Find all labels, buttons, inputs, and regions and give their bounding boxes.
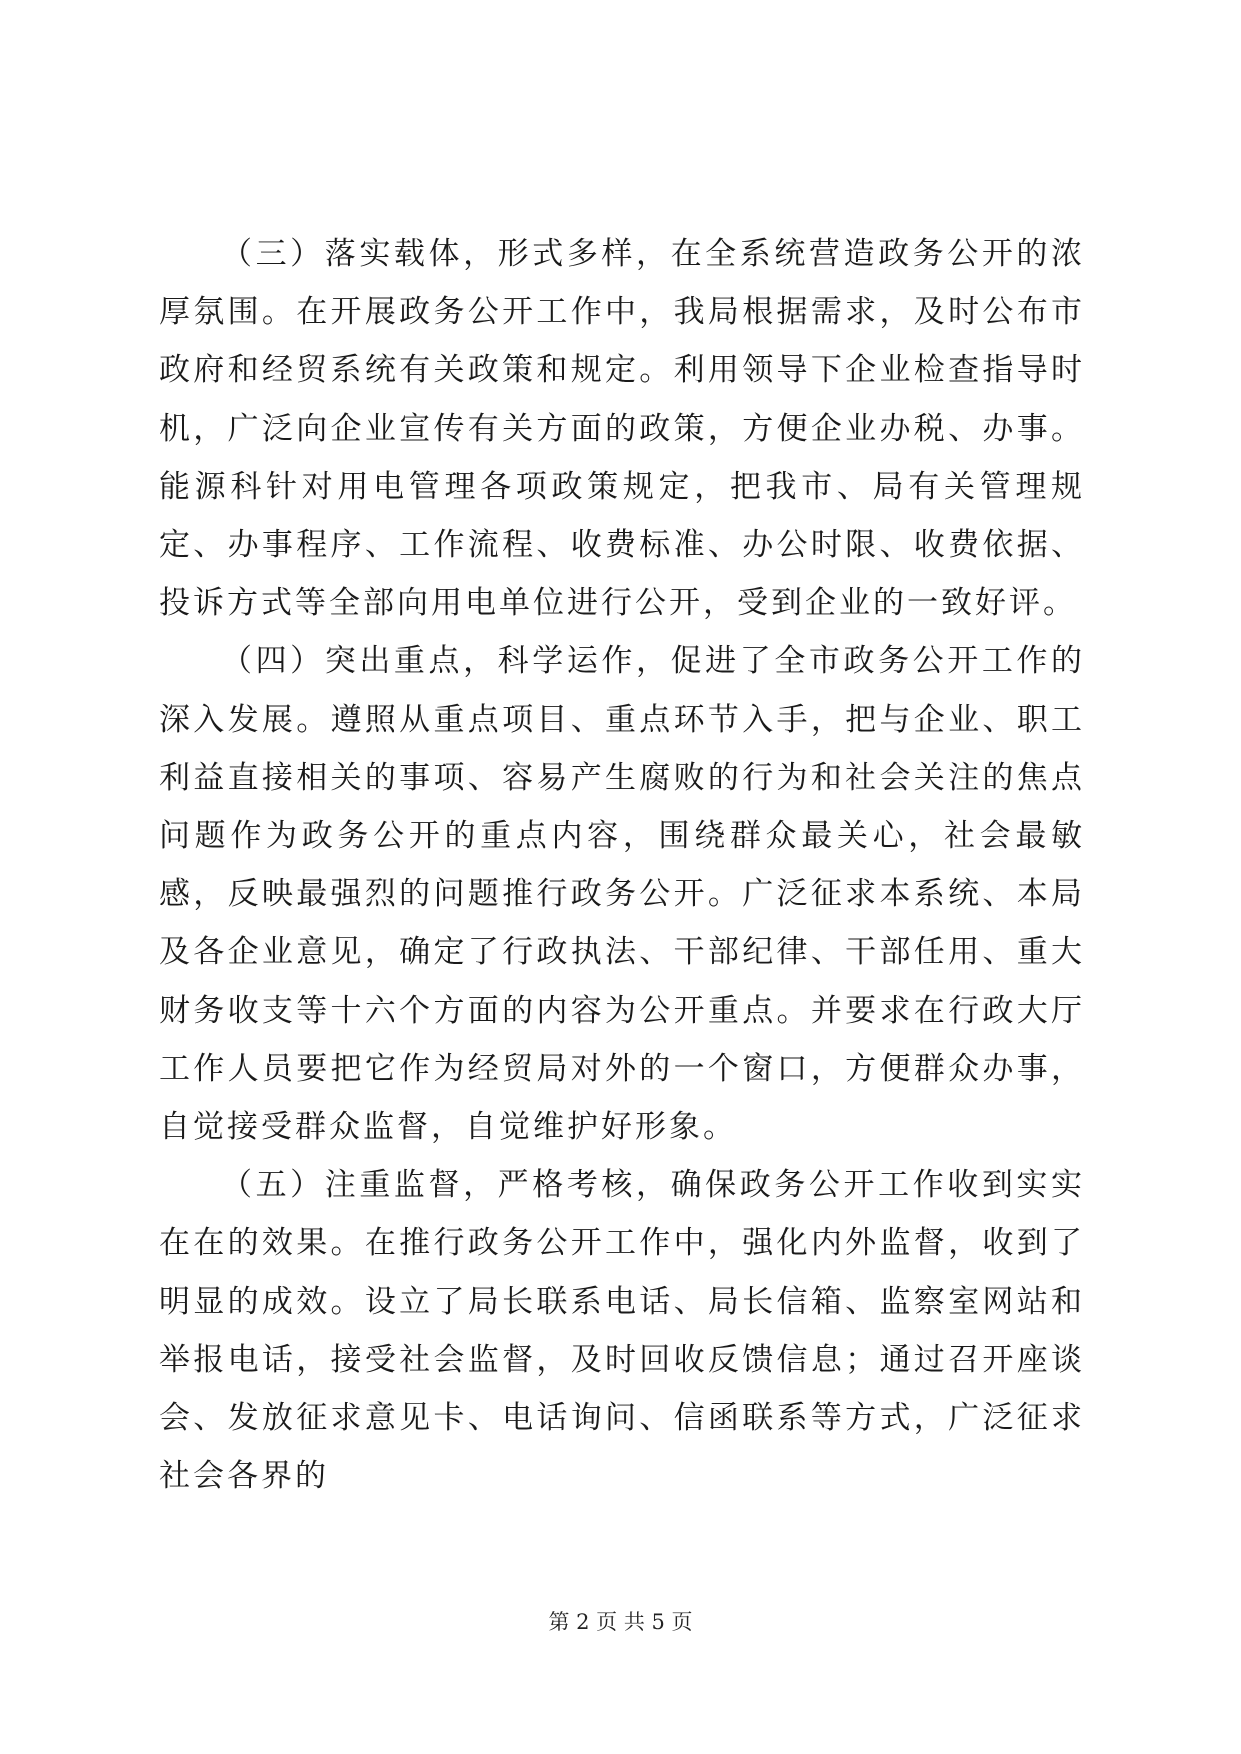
paragraph-section-3: （三）落实载体，形式多样，在全系统营造政务公开的浓厚氛围。在开展政务公开工作中，我局根据需求，及时公布市政府和经贸系统有关政策和规定。利用领导下企业检查指导时机，广泛向企业宣传有关方面的政策，方便企业办税、办事。能源科针对用电管理各项政策规定，把我市、局有关管理规定、办事程序、工作流程、收费标准、办公时限、收费依据、投诉方式等全部向用电单位进行公开，受到企业的一致好评。 [159, 236, 1085, 622]
document-body [159, 225, 1085, 1505]
page-number-footer: 第 2 页 共 5 页 [548, 1610, 693, 1634]
paragraph-section-4: （四）突出重点，科学运作，促进了全市政务公开工作的深入发展。遵照从重点项目、重点环节入手，把与企业、职工利益直接相关的事项、容易产生腐败的行为和社会关注的焦点问题作为政务公开的重点内容，围绕群众最关心，社会最敏感，反映最强烈的问题推行政务公开。广泛征求本系统、本局及各企业意见，确定了行政执法、干部纪律、干部任用、重大财务收支等十六个方面的内容为公开重点。并要求在行政大厅工作人员要把它作为经贸局对外的一个窗口，方便群众办事，自觉接受群众监督，自觉维护好形象。 [159, 643, 1085, 1146]
paragraph-section-5: （五）注重监督，严格考核，确保政务公开工作收到实实在在的效果。在推行政务公开工作中，强化内外监督，收到了明显的成效。设立了局长联系电话、局长信箱、监察室网站和举报电话，接受社会监督，及时回收反馈信息；通过召开座谈会、发放征求意见卡、电话询问、信函联系等方式，广泛征求社会各界的 [159, 1167, 1085, 1495]
